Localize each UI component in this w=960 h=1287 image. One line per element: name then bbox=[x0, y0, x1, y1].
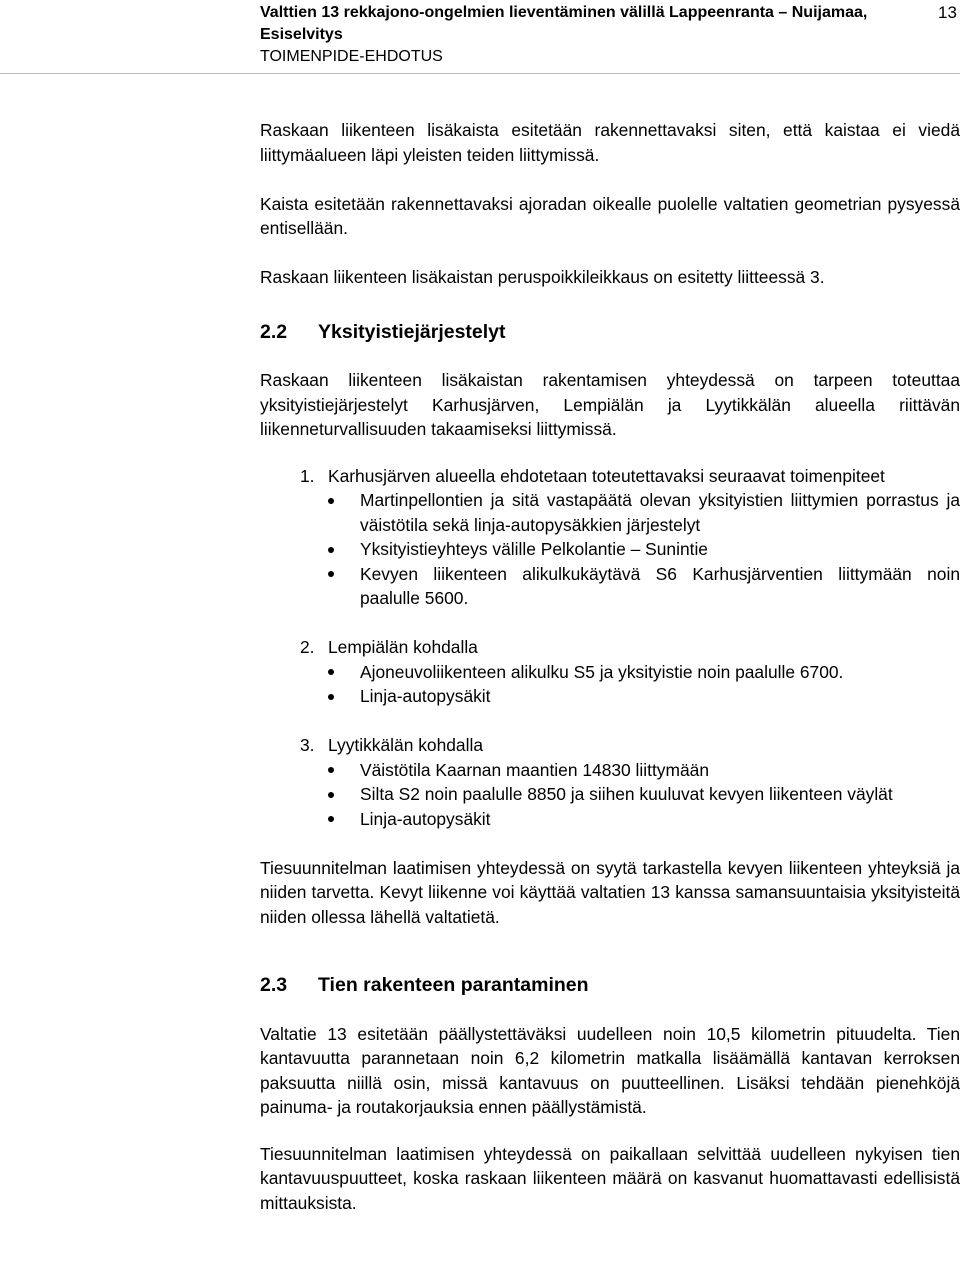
numbered-item bbox=[300, 464, 960, 489]
numbered-item-index: 3. bbox=[300, 735, 315, 755]
numbered-item bbox=[300, 635, 960, 660]
numbered-item bbox=[300, 733, 960, 758]
numbered-item-index: 1. bbox=[300, 465, 315, 486]
bullet-list-item bbox=[328, 660, 960, 685]
document-title: Valttien 13 rekkajono-ongelmien lieventäminen välillä Lappeenranta – Nuijamaa, Esiselvitys bbox=[260, 4, 868, 43]
intro-paragraph-2: Kaista esitetään rakennettavaksi ajoradan oikealle puolelle valtatien geometrian pysyessä entisellään. bbox=[260, 193, 960, 238]
intro-paragraph-1: Raskaan liikenteen lisäkaista esitetään rakennettavaksi siten, että kaistaa ei viedä liittymäalueen läpi yleisten teiden liittymissä. bbox=[260, 120, 960, 165]
bullet-icon bbox=[328, 816, 334, 822]
header-divider bbox=[0, 73, 960, 74]
bullet-text: Martinpellontien ja sitä vastapäätä olevan yksityistien liittymien porrastus ja väistötila sekä linja-autopysäkkien järjestelyt bbox=[360, 490, 960, 535]
section-2-3-heading bbox=[260, 973, 960, 998]
bullet-list-item bbox=[328, 488, 960, 537]
bullet-icon bbox=[328, 498, 334, 504]
bullet-icon bbox=[328, 694, 334, 700]
bullet-list bbox=[328, 488, 960, 611]
numbered-item-label: Karhusjärven alueella ehdotetaan toteutettavaksi seuraavat toimenpiteet bbox=[328, 465, 885, 486]
bullet-list-item bbox=[328, 758, 960, 783]
bullet-icon bbox=[328, 669, 334, 675]
section-2-3-paragraph-2: Tiesuunnitelman laatimisen yhteydessä on paikallaan selvittää uudelleen nykyisen tien kantavuuspuutteet, koska raskaan liikenteen määrä on kasvanut huomattavasti edellisistä mittauksista. bbox=[260, 1143, 960, 1213]
bullet-list-item bbox=[328, 782, 960, 807]
section-2-3-paragraph-1: Valtatie 13 esitetään päällystettäväksi uudelleen noin 10,5 kilometrin pituudelta. Tien kantavuutta parannetaan noin 6,2 kilometrin matkalla lisäämällä kantavan kerroksen paksuutta niillä osin, missä kantavuus on puutteellinen. Lisäksi tehdään pienehköjä painuma- ja routakorjauksia ennen päällystämistä. bbox=[260, 1023, 960, 1117]
bullet-text: Silta S2 noin paalulle 8850 ja siihen kuuluvat kevyen liikenteen väylät bbox=[360, 784, 893, 804]
bullet-text: Väistötila Kaarnan maantien 14830 liittymään bbox=[360, 759, 709, 780]
bullet-text: Kevyen liikenteen alikulkukäytävä S6 Karhusjärventien liittymään noin paalulle 5600. bbox=[360, 563, 960, 608]
bullet-text: Yksityistieyhteys välille Pelkolantie – Sunintie bbox=[360, 539, 708, 559]
section-2-2-closing: Tiesuunnitelman laatimisen yhteydessä on syytä tarkastella kevyen liikenteen yhteyksiä ja niiden tarvetta. Kevyt liikenne voi käyttää valtatien 13 kanssa samansuuntaisia yksityisteitä niiden ollessa lähellä valtatietä. bbox=[260, 857, 960, 927]
section-heading-label: TOIMENPIDE-EHDOTUS bbox=[260, 48, 443, 65]
bullet-list-item bbox=[328, 562, 960, 611]
section-number: 2.2 bbox=[260, 320, 288, 343]
bullet-icon bbox=[328, 767, 334, 773]
numbered-item-label: Lyytikkälän kohdalla bbox=[328, 735, 483, 755]
bullet-text: Ajoneuvoliikenteen alikulku S5 ja yksityistie noin paalulle 6700. bbox=[360, 661, 844, 682]
bullet-list-item bbox=[328, 807, 960, 832]
bullet-text: Linja-autopysäkit bbox=[360, 686, 491, 706]
bullet-icon bbox=[328, 547, 334, 553]
bullet-icon bbox=[328, 571, 334, 577]
bullet-list bbox=[328, 758, 960, 832]
area-list bbox=[260, 464, 960, 832]
bullet-icon bbox=[328, 792, 334, 798]
section-number: 2.3 bbox=[260, 974, 288, 996]
intro-paragraph-3: Raskaan liikenteen lisäkaistan peruspoikkileikkaus on esitetty liitteessä 3. bbox=[260, 267, 825, 287]
bullet-text: Linja-autopysäkit bbox=[360, 808, 491, 829]
page-number: 13 bbox=[938, 3, 957, 22]
numbered-item-label: Lempiälän kohdalla bbox=[328, 637, 478, 657]
document-body bbox=[260, 118, 960, 1240]
bullet-list-item bbox=[328, 537, 960, 562]
section-2-2-intro: Raskaan liikenteen lisäkaistan rakentamisen yhteydessä on tarpeen toteuttaa yksityistiejärjestelyt Karhusjärven, Lempiälän ja Lyytikkälän alueella riittävän liikenneturvallisuuden takaamiseksi liittymissä. bbox=[260, 370, 960, 439]
bullet-list bbox=[328, 660, 960, 709]
section-title: Yksityistiejärjestelyt bbox=[318, 320, 506, 343]
section-title: Tien rakenteen parantaminen bbox=[318, 974, 589, 996]
section-2-2-heading bbox=[260, 320, 960, 345]
bullet-list-item bbox=[328, 684, 960, 709]
numbered-item-index: 2. bbox=[300, 637, 315, 657]
